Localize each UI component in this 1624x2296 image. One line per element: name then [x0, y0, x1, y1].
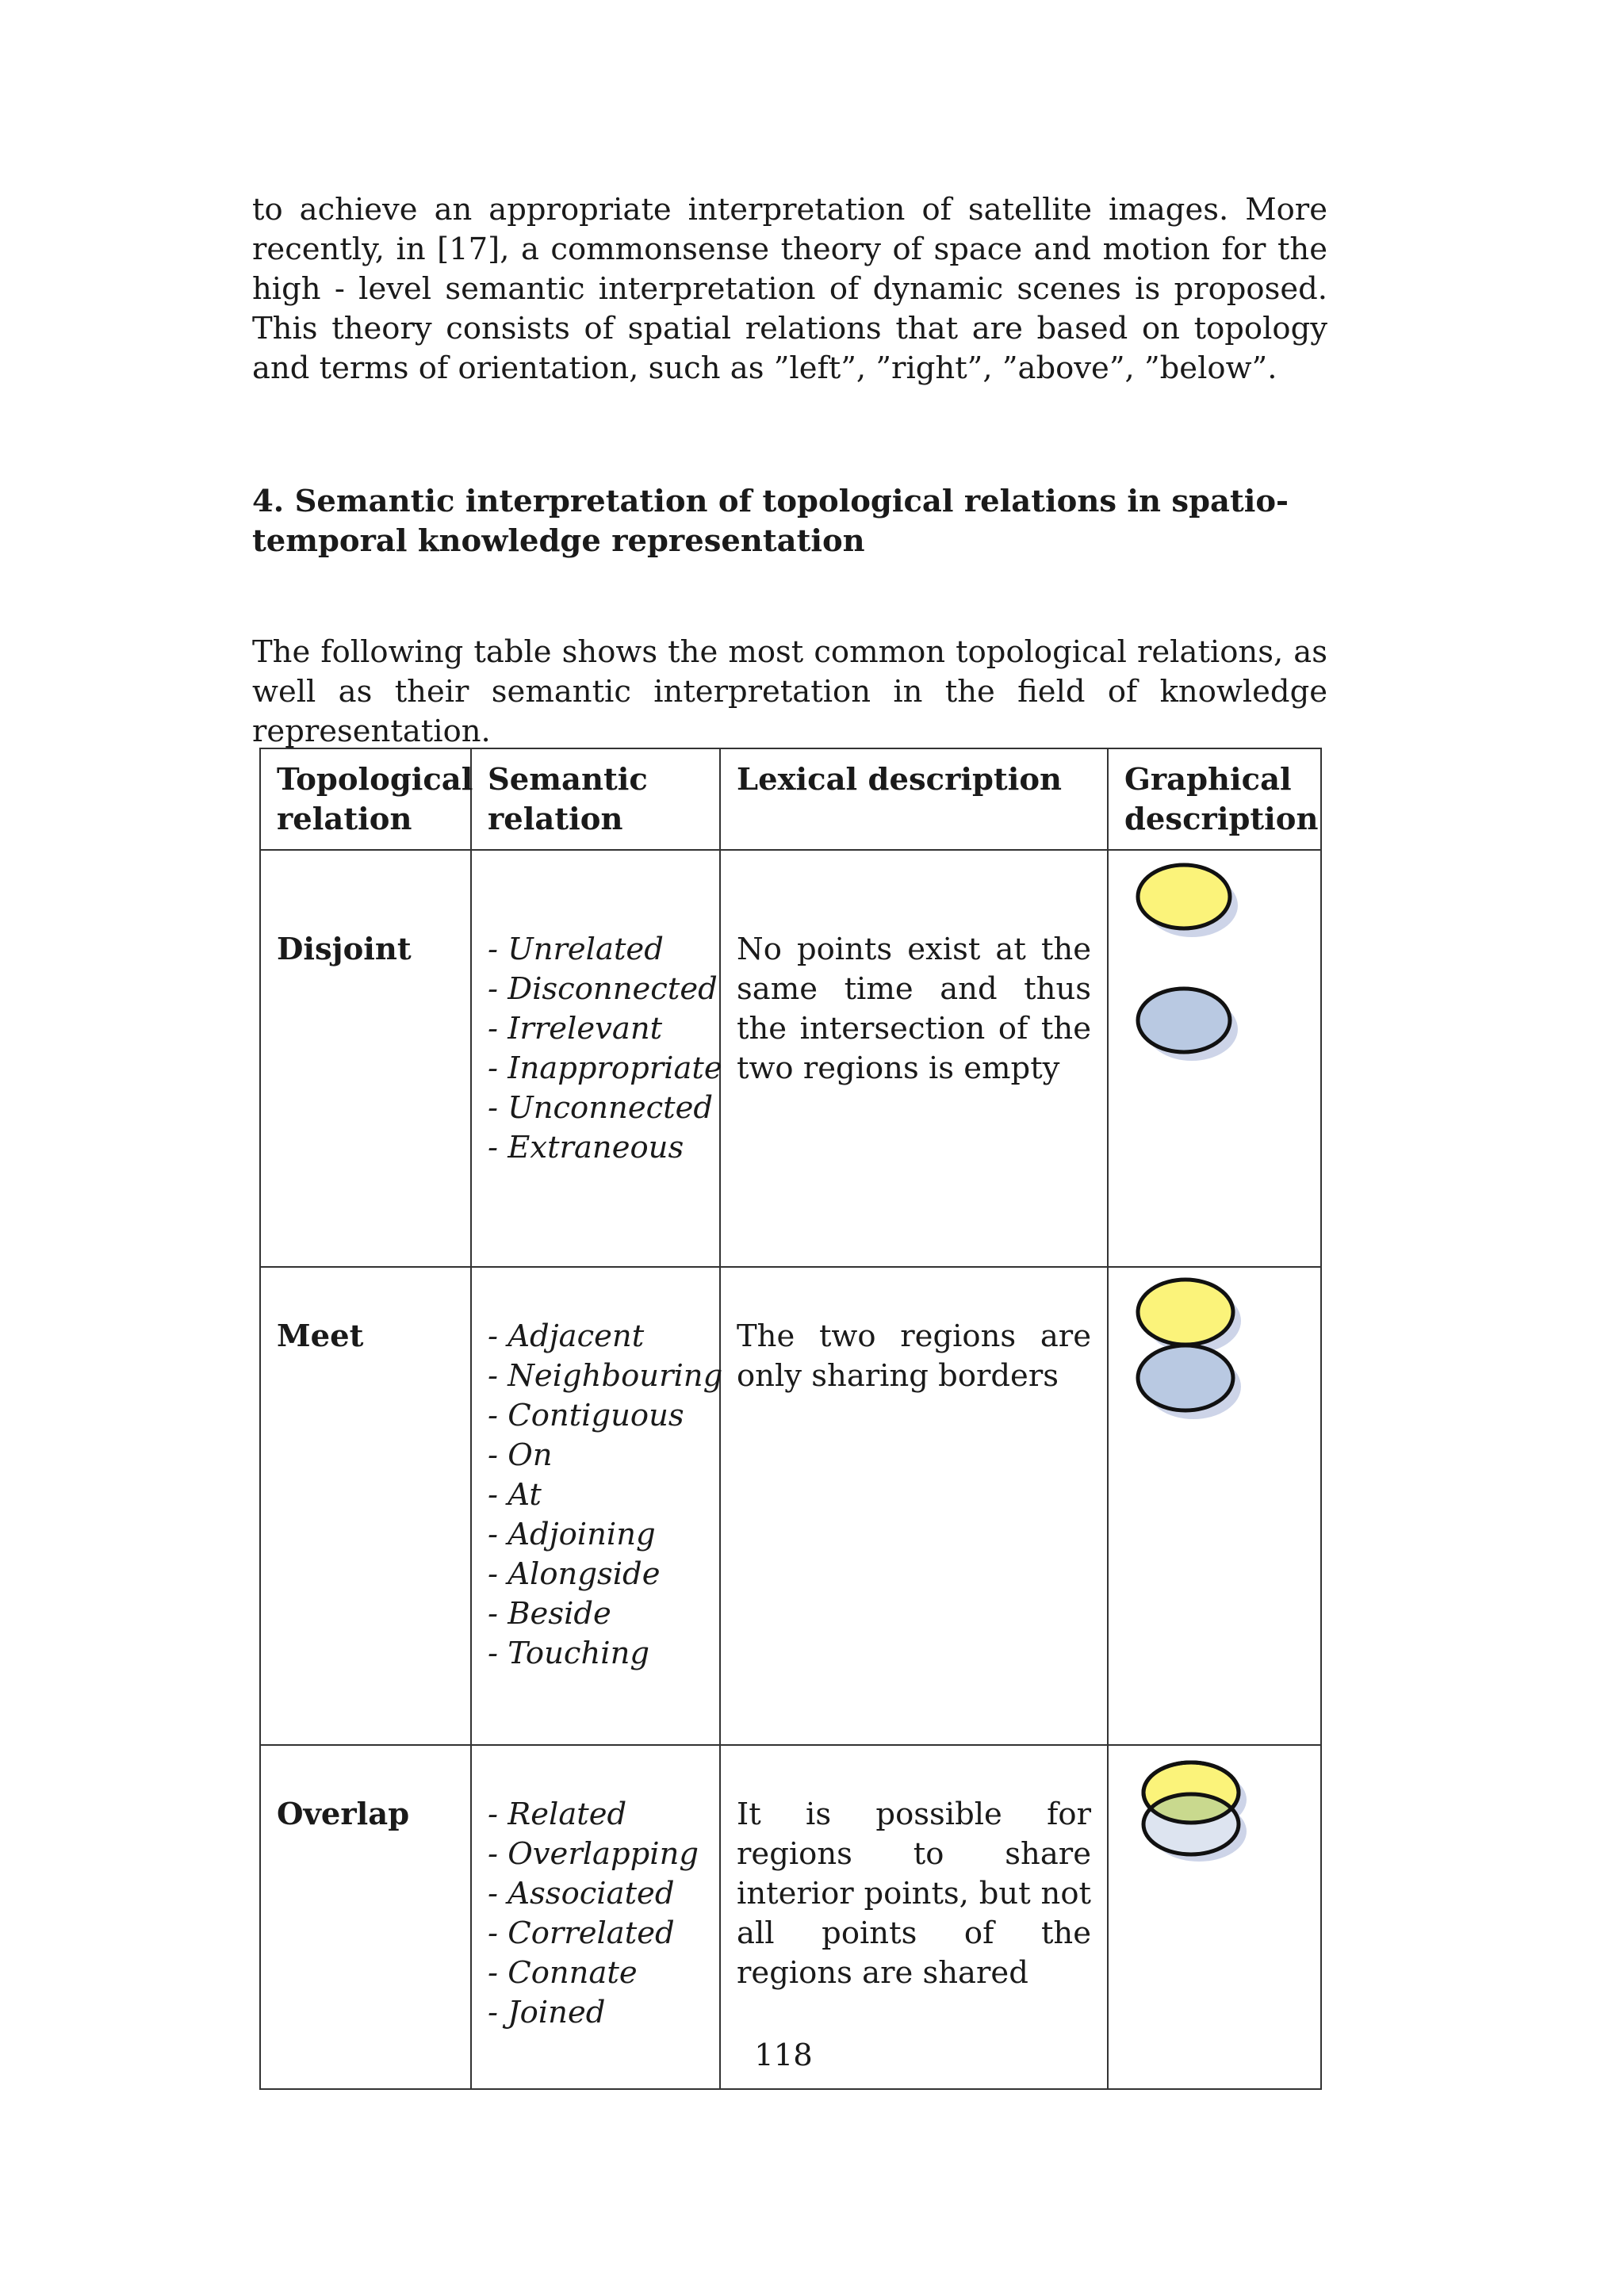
semantic-item: - Extraneous	[488, 1130, 684, 1165]
semantic-item: - Contiguous	[488, 1398, 684, 1433]
intro-paragraph: to achieve an appropriate interpretation of satellite images. More recently, in [17], a commonsense theory of space and motion for the high - level semantic interpretation of dynamic scenes is proposed. This theory consists of spatial relations that are based on topology and terms of orientation, such as ”left”, ”right”, ”above”, ”below”.	[252, 192, 1327, 386]
semantic-item: - Associated	[488, 1876, 675, 1911]
relation-name: Overlap	[260, 1745, 471, 2089]
semantic-item: - Correlated	[488, 1915, 675, 1951]
semantic-item: - Beside	[488, 1596, 611, 1632]
semantic-item: - Neighbouring	[488, 1358, 723, 1394]
lead-paragraph: The following table shows the most common topological relations, as well as their semantic interpretation in the field of knowledge representation.	[252, 634, 1327, 749]
table-header-row	[260, 748, 1321, 850]
header-topological-relation: Topological relation	[260, 748, 471, 850]
page-number: 118	[754, 2038, 813, 2073]
topological-relations-table	[259, 748, 1322, 2090]
relation-name: Meet	[260, 1267, 471, 1745]
semantic-item: - At	[488, 1477, 542, 1513]
table-row-meet	[260, 1267, 1321, 1745]
header-semantic-relation: Semantic relation	[471, 748, 720, 850]
table-row-disjoint	[260, 850, 1321, 1267]
semantic-item: - Irrelevant	[488, 1011, 663, 1047]
semantic-item: - Adjoining	[488, 1517, 656, 1552]
semantic-relation-list	[471, 850, 720, 1267]
disjoint-ellipses-icon	[1109, 851, 1322, 1177]
header-graphical-description: Graphical description	[1108, 748, 1321, 850]
semantic-item: - Disconnected	[488, 971, 718, 1007]
header-lexical-description: Lexical description	[720, 748, 1108, 850]
semantic-item: - Alongside	[488, 1556, 661, 1592]
lexical-description: It is possible for regions to share interior points, but not all points of the regions are shared	[720, 1745, 1108, 2089]
graphical-description-disjoint	[1108, 850, 1321, 1267]
semantic-item: - Unconnected	[488, 1090, 714, 1126]
semantic-item: - Unrelated	[488, 932, 664, 967]
semantic-item: - Touching	[488, 1636, 650, 1671]
semantic-item: - On	[488, 1437, 553, 1473]
semantic-item: - Connate	[488, 1955, 638, 1991]
lexical-description: No points exist at the same time and thus the intersection of the two regions is empty	[720, 850, 1108, 1267]
semantic-item: - Overlapping	[488, 1836, 699, 1872]
relation-name: Disjoint	[260, 850, 471, 1267]
semantic-item: - Related	[488, 1797, 627, 1832]
overlapping-ellipses-icon	[1109, 1746, 1322, 2030]
semantic-relation-list	[471, 1267, 723, 1745]
section-heading: 4. Semantic interpretation of topological relations in spatio-temporal knowledge representation	[252, 484, 1289, 559]
semantic-item: - Joined	[488, 1995, 606, 2030]
graphical-description-meet	[1108, 1267, 1321, 1745]
semantic-item: - Inappropriate	[488, 1050, 722, 1086]
lexical-description: The two regions are only sharing borders	[720, 1267, 1108, 1745]
meeting-ellipses-icon	[1109, 1268, 1322, 1686]
semantic-item: - Adjacent	[488, 1318, 645, 1354]
